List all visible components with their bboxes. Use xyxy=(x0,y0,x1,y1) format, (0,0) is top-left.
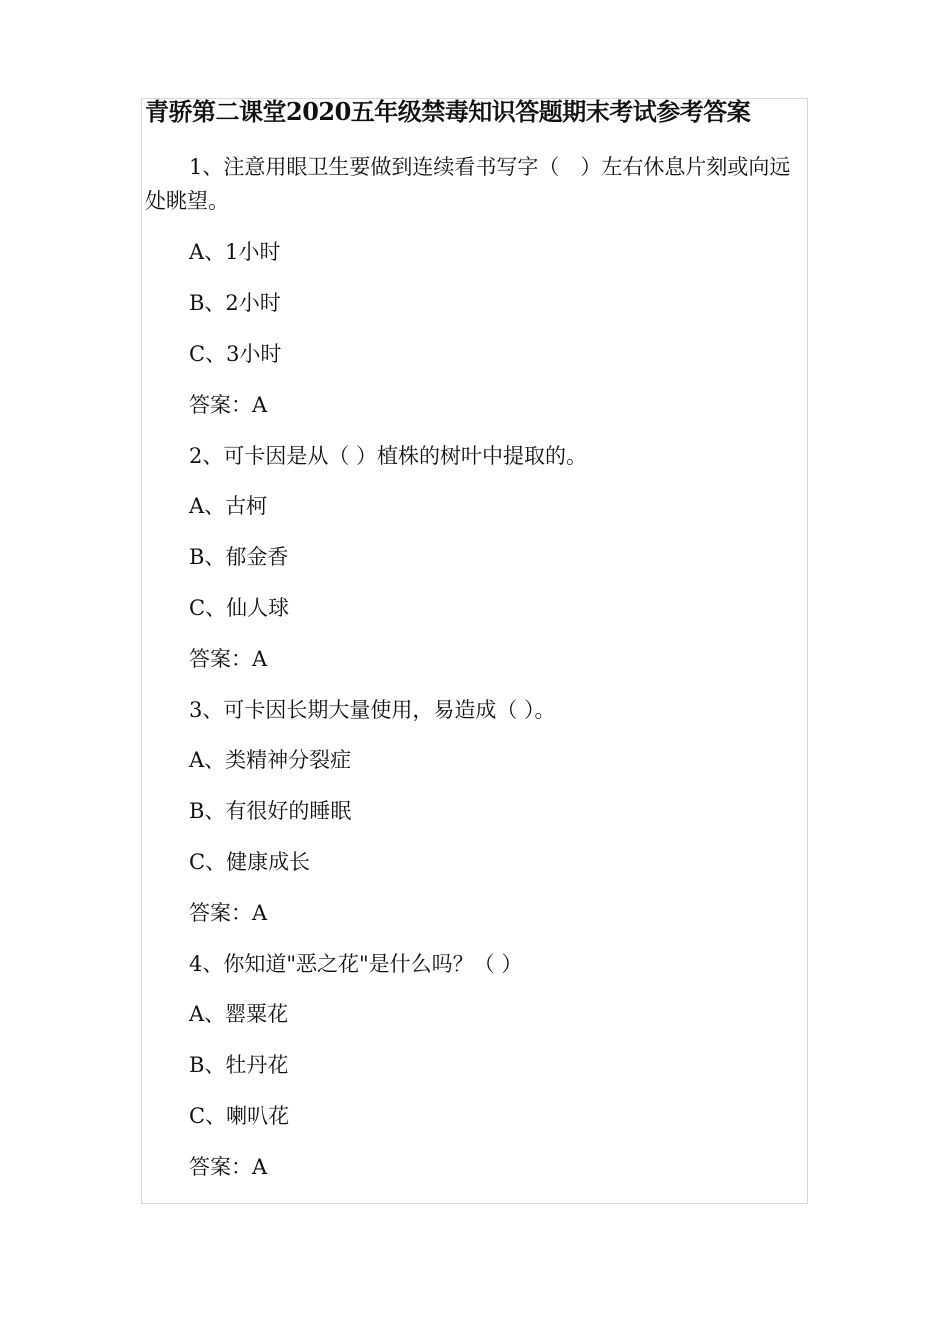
question-4-text: 4、你知道"恶之花"是什么吗？（ ） xyxy=(189,952,523,976)
question-2-text: 2、可卡因是从（ ）植株的树叶中提取的。 xyxy=(189,444,588,468)
question-1-answer: 答案：A xyxy=(189,393,268,417)
question-3-option-a: A、类精神分裂症 xyxy=(189,748,352,772)
question-1-option-b: B、2小时 xyxy=(189,291,281,315)
question-3-option-c: C、健康成长 xyxy=(189,850,311,874)
question-4-option-b: B、牡丹花 xyxy=(189,1053,289,1077)
question-4-option-a: A、罂粟花 xyxy=(189,1002,289,1026)
question-2-option-b: B、郁金香 xyxy=(189,545,289,569)
document-title: 青骄第二课堂2020五年级禁毒知识答题期末考试参考答案 xyxy=(145,97,751,126)
question-4-answer: 答案：A xyxy=(189,1155,268,1179)
question-3-option-b: B、有很好的睡眠 xyxy=(189,799,352,823)
question-3-text: 3、可卡因长期大量使用，易造成（ ）。 xyxy=(189,698,556,722)
question-4-option-c: C、喇叭花 xyxy=(189,1104,290,1128)
question-2-option-a: A、古柯 xyxy=(189,494,268,518)
question-1-option-c: C、3小时 xyxy=(189,342,282,366)
question-1-text: 1、注意用眼卫生要做到连续看书写字（ ）左右休息片刻或向远处眺望。 xyxy=(145,155,791,213)
question-3-answer: 答案：A xyxy=(189,901,268,925)
question-2-option-c: C、仙人球 xyxy=(189,596,290,620)
question-2-answer: 答案：A xyxy=(189,647,268,671)
question-1-option-a: A、1小时 xyxy=(189,240,281,264)
